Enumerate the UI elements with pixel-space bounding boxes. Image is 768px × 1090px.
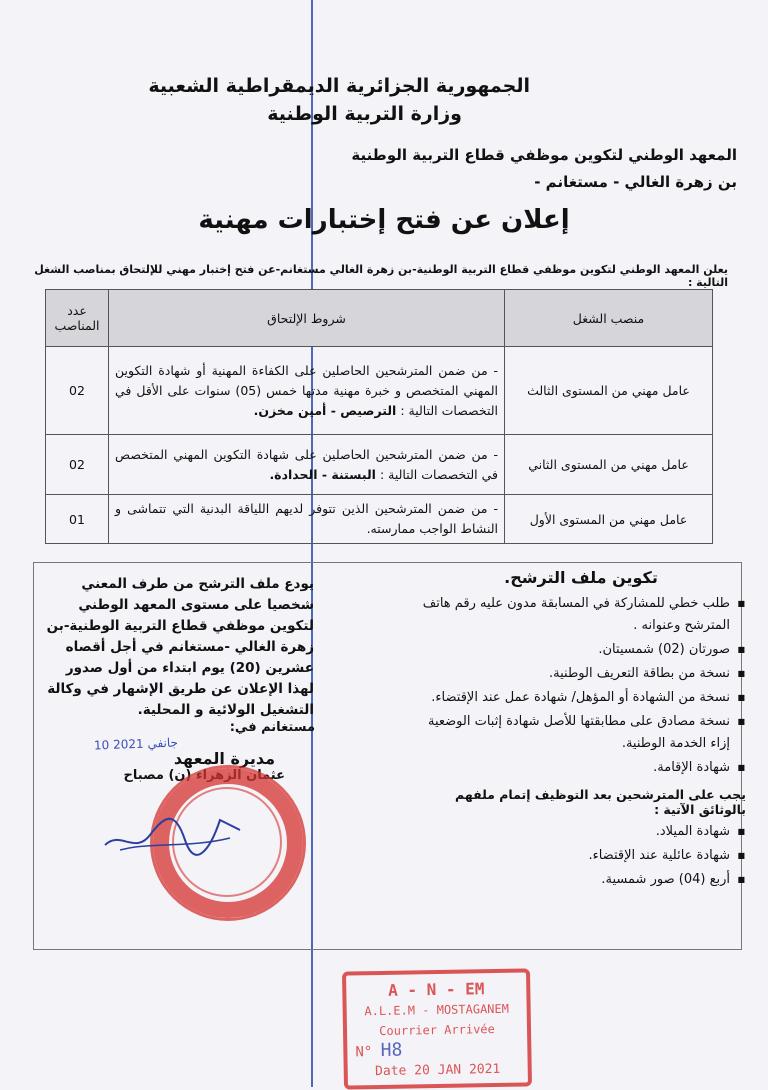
list-item: ■ شهادة عائلية عند الإقتضاء. [416,845,730,867]
conditions-text: - من ضمن المترشحين الحاصلين على شهادة التكوين المهني المتخصص في التخصصات التالية : [115,446,498,482]
date-stamp: 10 جانفي 2021 [93,735,179,753]
stamp-line4: N° [355,1044,373,1061]
stamp-line2: A.L.E.M - MOSTAGANEM [364,1001,510,1019]
table-row [46,347,713,435]
page-title: إعلان عن فتح إختبارات مهنية [198,205,570,235]
jobs-table [45,289,713,544]
header-conditions: شروط الإلتحاق [109,290,505,347]
list-item: ■ شهادة الميلاد. [416,821,730,843]
signature-name: عثمان الزهراء (ن) مصباح [123,768,285,783]
handwritten-signature [100,800,250,860]
institute-name: المعهد الوطني لتكوين موظفي قطاع التربية الوطنية [351,146,737,164]
specialties-text: البستنة - الحدادة. [269,466,376,482]
after-hiring-title: يجب على المترشحين بعد التوظيف إتمام ملفهم بالوثائق الآتية : [455,787,746,817]
conditions-cell [109,435,505,495]
stamp-line3: Courrier Arrivée [379,1021,495,1039]
signature-block [45,720,315,783]
table-header-row [46,290,713,347]
list-item: ■ شهادة الإقامة. [416,757,730,779]
file-section [416,568,746,893]
list-item: ■ نسخة من الشهادة أو المؤهل/ شهادة عمل عند الإقتضاء. [416,687,730,709]
list-item: ■ نسخة مصادق على مطابقتها للأصل شهادة إثبات الوضعية إزاء الخدمة الوطنية. [416,711,730,755]
conditions-cell: - من ضمن المترشحين الذين تتوفر لديهم اللياقة البدنية التي تتماشى و النشاط الواجب ممارسته. [109,495,505,544]
count-cell: 01 [46,495,109,544]
stamp-number: H8 [380,1039,403,1061]
institute-location: بن زهرة الغالي - مستغانم - [534,173,737,191]
job-cell: عامل مهني من المستوى الثاني [505,435,713,495]
count-cell: 02 [46,435,109,495]
specialties-text: الترصيص - أمين مخزن. [253,402,397,418]
ministry-heading: وزارة التربية الوطنية [267,103,462,125]
header-count: عدد المناصب [46,290,109,347]
list-item: ■ أربع (04) صور شمسية. [416,869,730,891]
conditions-text: - من ضمن المترشحين الحاصلين على الكفاءة المهنية أو شهادة التكوين المهني المتخصص و خبرة مهنية مدتها خمس (05) سنوات على الأقل في التخصصات التالية : [115,362,498,418]
signature-place: مستغانم في: [229,720,315,735]
list-item: ■ طلب خطي للمشاركة في المسابقة مدون عليه رقم هاتف المترشح وعنوانه . [416,593,730,637]
conditions-cell [109,347,505,435]
intro-text: يعلن المعهد الوطني لتكوين موظفي قطاع التربية الوطنية-بن زهرة الغالي مستغانم-عن فتح إختبار مهني للإلتحاق بمناصب الشغل التالية : [34,263,728,289]
table-row [46,495,713,544]
file-list [416,593,746,779]
list-item: ■ صورتان (02) شمسيتان. [416,639,730,661]
job-cell: عامل مهني من المستوى الثالث [505,347,713,435]
stamp-date: Date 20 JAN 2021 [374,1061,501,1080]
stamp-line1: A - N - EM [387,979,485,1000]
file-title: تكوين ملف الترشح. [504,568,658,587]
table-row [46,435,713,495]
job-cell: عامل مهني من المستوى الأول [505,495,713,544]
reception-stamp [342,968,532,1089]
list-item: ■ نسخة من بطاقة التعريف الوطنية. [416,663,730,685]
after-hiring-list [416,821,746,891]
count-cell: 02 [46,347,109,435]
signature-role: مديرة المعهد [173,749,275,768]
header-job: منصب الشغل [505,290,713,347]
deposit-text: يودع ملف الترشح من طرف المعني شخصيا على مستوى المعهد الوطني لتكوين موظفي قطاع التربية الوطنية-بن زهرة الغالي -مستغانم في أجل أقصاه عشرين (20) يوم ابتداء من أول صدور لهذا الإعلان عن طريق الإشهار في وكالة التشغيل الولائية و المحلية. [46,576,314,718]
republic-heading: الجمهورية الجزائرية الديمقراطية الشعبية [148,75,530,97]
